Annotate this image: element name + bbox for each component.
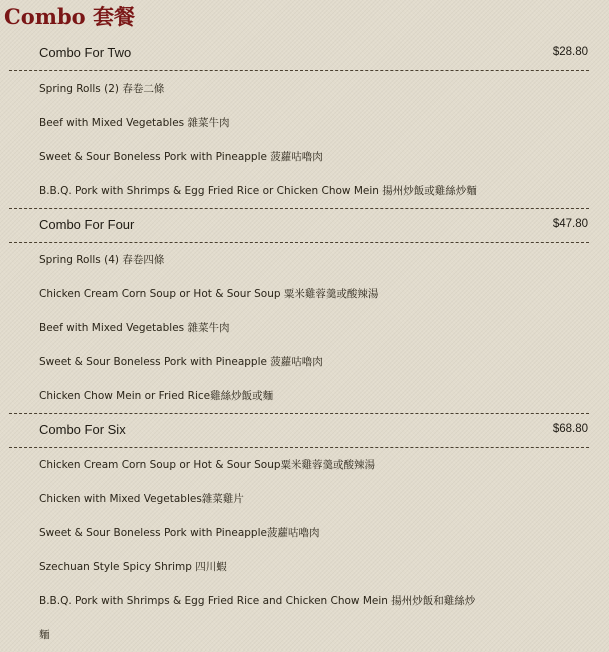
menu-item: Spring Rolls (2) 春卷二條 (39, 83, 165, 95)
combo-section-four (9, 208, 589, 413)
menu-item: Chicken Cream Corn Soup or Hot & Sour Soup粟米雞蓉羹或酸辣湯 (39, 459, 376, 471)
combo-price: $68.80 (552, 423, 588, 435)
menu-item: Sweet & Sour Boneless Pork with Pineapple 菠蘿咕嚕肉 (39, 151, 323, 163)
combo-name: Combo For Two (39, 45, 132, 60)
menu-item: Spring Rolls (4) 春卷四條 (39, 254, 165, 266)
combo-header (9, 37, 589, 71)
page-title: Combo 套餐 (4, 4, 135, 29)
combo-item-list (9, 72, 589, 208)
menu-item: 麵 (39, 629, 50, 641)
menu-item: Sweet & Sour Boneless Pork with Pineapple菠蘿咕嚕肉 (39, 527, 320, 539)
menu-item: Sweet & Sour Boneless Pork with Pineapple 菠蘿咕嚕肉 (39, 356, 323, 368)
menu-item: Beef with Mixed Vegetables 雜菜牛肉 (39, 117, 230, 129)
combo-name: Combo For Six (39, 422, 126, 437)
menu-item: Chicken with Mixed Vegetables雜菜雞片 (39, 493, 244, 505)
menu-item: Chicken Chow Mein or Fried Rice雞絲炒飯或麵 (39, 390, 274, 402)
combo-name: Combo For Four (39, 217, 135, 232)
combo-price: $47.80 (552, 218, 588, 230)
combo-price: $28.80 (552, 46, 588, 58)
combo-menu (9, 37, 589, 652)
menu-item: Chicken Cream Corn Soup or Hot & Sour Soup 粟米雞蓉羹或酸辣湯 (39, 288, 379, 300)
combo-section-two (9, 37, 589, 208)
combo-section-six (9, 413, 589, 652)
menu-item: Beef with Mixed Vegetables 雜菜牛肉 (39, 322, 230, 334)
menu-item: B.B.Q. Pork with Shrimps & Egg Fried Rice and Chicken Chow Mein 揚州炒飯和雞絲炒 (39, 595, 476, 607)
combo-item-list (9, 448, 589, 652)
combo-header (9, 413, 589, 448)
combo-header (9, 208, 589, 243)
combo-item-list (9, 243, 589, 413)
menu-item: B.B.Q. Pork with Shrimps & Egg Fried Rice or Chicken Chow Mein 揚州炒飯或雞絲炒麵 (39, 185, 477, 197)
menu-item: Szechuan Style Spicy Shrimp 四川蝦 (39, 561, 227, 573)
